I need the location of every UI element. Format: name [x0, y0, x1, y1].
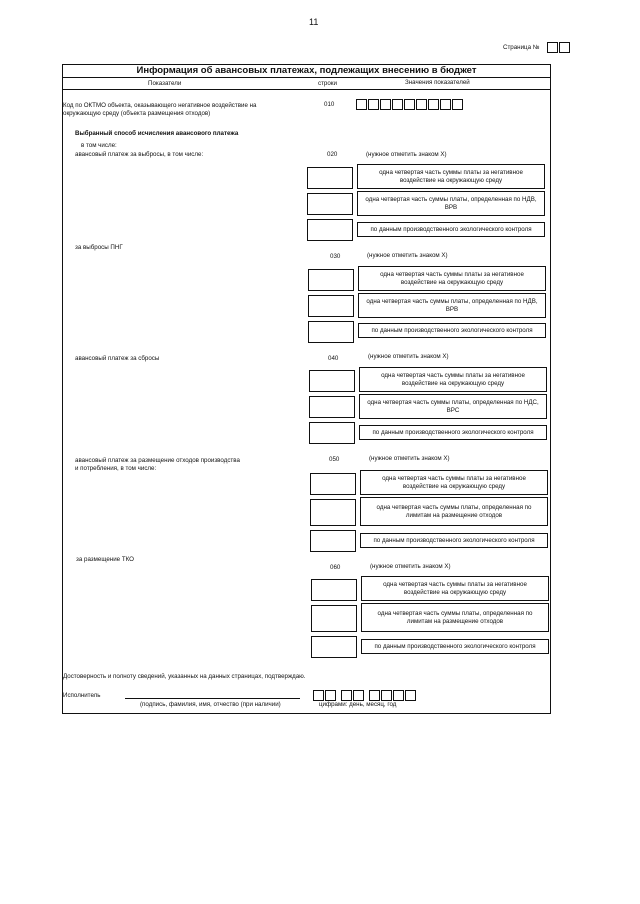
checkbox-040-option-3[interactable]: [309, 422, 355, 444]
checkbox-050-option-2[interactable]: [310, 499, 356, 526]
date-caption: цифрами: день, месяц, год: [319, 701, 397, 708]
option-030-3: по данным производственного экологического контроля: [358, 323, 546, 338]
line-code-060: 060: [330, 564, 341, 571]
form-title: Информация об авансовых платежах, подлежащих внесению в бюджет: [136, 65, 477, 76]
signature-line[interactable]: [125, 698, 300, 699]
column-header-indicators: Показатели: [148, 80, 182, 87]
mark-note-020: (нужное отметить знаком X): [366, 151, 447, 158]
executor-label: Исполнитель: [63, 692, 101, 699]
section-label-waste: авансовый платеж за размещение отходов производства и потребления, в том числе:: [75, 457, 240, 472]
page-number-field[interactable]: [547, 40, 571, 58]
section-label-discharges: авансовый платеж за сбросы: [75, 355, 160, 362]
checkbox-020-option-1[interactable]: [307, 167, 353, 189]
option-060-1: одна четвертая часть суммы платы за негативное воздействие на окружающую среду: [361, 576, 549, 601]
option-020-1: одна четвертая часть суммы платы за негативное воздействие на окружающую среду: [357, 164, 545, 189]
mark-note-040: (нужное отметить знаком X): [368, 353, 449, 360]
option-050-3: по данным производственного экологического контроля: [360, 533, 548, 548]
oktmo-code-field[interactable]: [356, 97, 464, 115]
checkbox-060-option-2[interactable]: [311, 605, 357, 632]
header-divider: [63, 89, 550, 90]
checkbox-020-option-3[interactable]: [307, 219, 353, 241]
option-020-3: по данным производственного экологического контроля: [357, 222, 545, 237]
checkbox-050-option-1[interactable]: [310, 473, 356, 495]
option-040-1: одна четвертая часть суммы платы за негативное воздействие на окружающую среду: [359, 367, 547, 392]
checkbox-030-option-1[interactable]: [308, 269, 354, 291]
checkbox-050-option-3[interactable]: [310, 530, 356, 552]
including-label: в том числе:: [81, 142, 117, 149]
line-code-050: 050: [329, 456, 340, 463]
option-060-3: по данным производственного экологического контроля: [361, 639, 549, 654]
checkbox-060-option-3[interactable]: [311, 636, 357, 658]
title-divider: [63, 77, 550, 78]
option-040-3: по данным производственного экологического контроля: [359, 425, 547, 440]
column-header-values: Значения показателей: [405, 79, 470, 86]
section-label-png: за выбросы ПНГ: [75, 244, 123, 251]
oktmo-line-code: 010: [324, 101, 335, 108]
checkbox-030-option-2[interactable]: [308, 295, 354, 317]
method-heading: Выбранный способ исчисления авансового платежа: [75, 130, 239, 137]
option-060-2: одна четвертая часть суммы платы, определенная по лимитам на размещение отходов: [361, 603, 549, 632]
option-040-2: одна четвертая часть суммы платы, определенная по НДС, ВРС: [359, 394, 547, 419]
column-header-line: строки: [318, 80, 337, 87]
page-number: 11: [309, 17, 319, 27]
checkbox-060-option-1[interactable]: [311, 579, 357, 601]
checkbox-040-option-1[interactable]: [309, 370, 355, 392]
line-code-020: 020: [327, 151, 338, 158]
mark-note-050: (нужное отметить знаком X): [369, 455, 450, 462]
mark-note-060: (нужное отметить знаком X): [370, 563, 451, 570]
section-label-tko: за размещение ТКО: [76, 556, 134, 563]
mark-note-030: (нужное отметить знаком X): [367, 252, 448, 259]
checkbox-020-option-2[interactable]: [307, 193, 353, 215]
section-label-emissions: авансовый платеж за выбросы, в том числе:: [75, 151, 204, 158]
signature-caption: (подпись, фамилия, имя, отчество (при наличии): [140, 701, 281, 708]
checkbox-040-option-2[interactable]: [309, 396, 355, 418]
option-050-1: одна четвертая часть суммы платы за негативное воздействие на окружающую среду: [360, 470, 548, 495]
page-label: Страница №: [503, 44, 540, 51]
option-050-2: одна четвертая часть суммы платы, определенная по лимитам на размещение отходов: [360, 497, 548, 526]
checkbox-030-option-3[interactable]: [308, 321, 354, 343]
option-030-1: одна четвертая часть суммы платы за негативное воздействие на окружающую среду: [358, 266, 546, 291]
line-code-030: 030: [330, 253, 341, 260]
oktmo-label: Код по ОКТМО объекта, оказывающего негативное воздействие на окружающую среду (объекта размещения отходов): [63, 102, 257, 117]
confirmation-text: Достоверность и полноту сведений, указанных на данных страницах, подтверждаю.: [63, 673, 306, 680]
option-020-2: одна четвертая часть суммы платы, определенная по НДВ, ВРВ: [357, 191, 545, 216]
line-code-040: 040: [328, 355, 339, 362]
option-030-2: одна четвертая часть суммы платы, определенная по НДВ, ВРВ: [358, 293, 546, 318]
